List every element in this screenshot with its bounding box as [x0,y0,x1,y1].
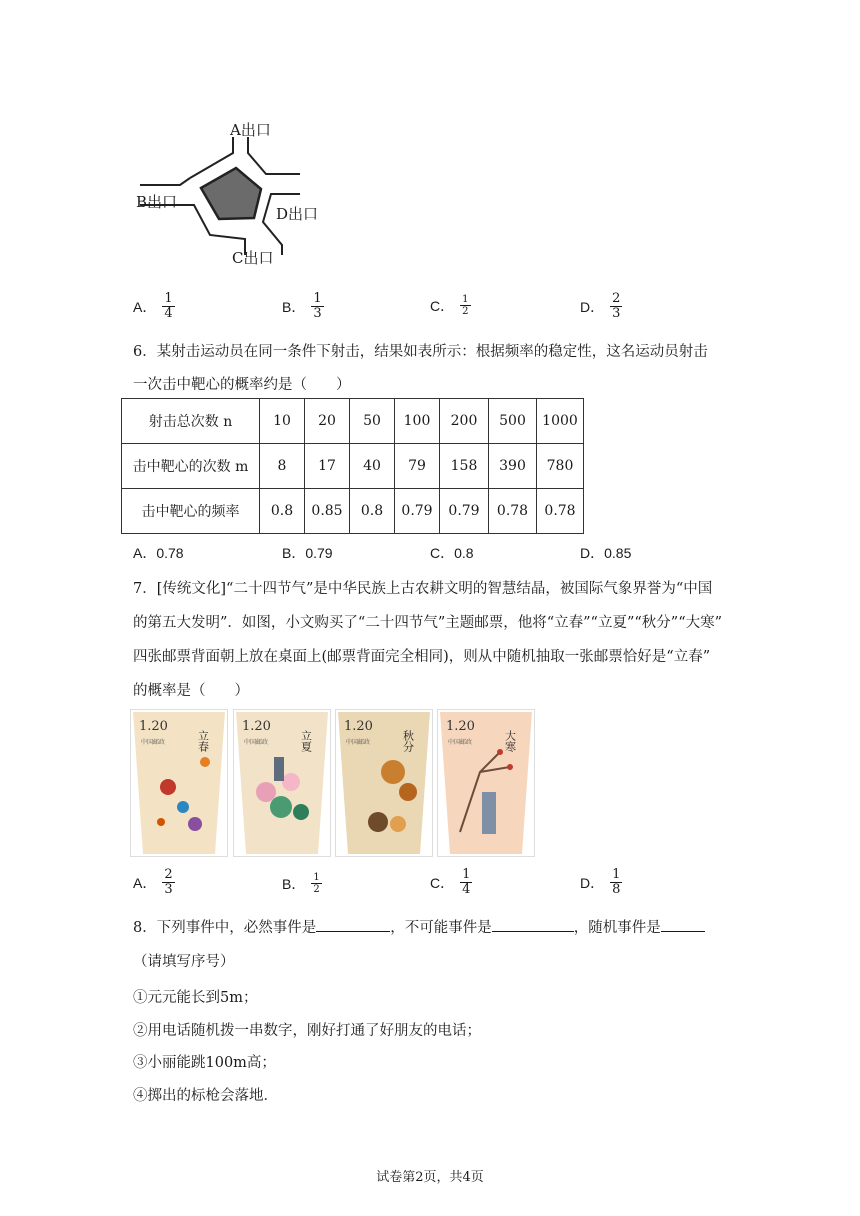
table-cell: 0.8 [260,489,305,534]
option-letter: D． [580,874,605,891]
q7-stem-line2: 的第五大发明”．如图，小文购买了“二十四节气”主题邮票，他将“立春”“立夏”“秋分”“大寒” [133,615,723,631]
stamp-name: 立春 [196,730,210,752]
option-letter: A． [133,874,157,891]
table-cell: 40 [350,444,395,489]
exit-d-label: D出口 [276,205,319,223]
q6-stem-line2: 一次击中靶心的概率约是（ ） [133,377,351,393]
q7-option-d[interactable] [580,868,622,897]
stamp-qiufen [338,712,430,854]
q7-option-a[interactable] [133,868,175,897]
q5-option-b[interactable] [282,292,324,321]
q8-item-3: ③小丽能跳100m高； [133,1055,276,1071]
option-letter: D． [580,298,605,315]
stamp-name: 大寒 [503,730,517,752]
q8-text-part1: 8．下列事件中，必然事件是 [133,920,317,936]
denominator: 2 [462,306,469,317]
numerator: 1 [313,872,320,883]
numerator: 1 [164,291,173,306]
table-cell: 0.78 [537,489,584,534]
q8-stem-line1 [133,916,705,937]
q7-stem-line1: 7．[传统文化]“二十四节气”是中华民族上古农耕文明的智慧结晶，被国际气象界誉为“中国 [133,581,713,597]
roundabout-diagram [130,115,340,275]
q8-text-part3: ，随机事件是 [573,920,661,936]
stamp-value: 1.20 [446,719,475,734]
fraction [311,872,321,895]
option-letter: B． [282,298,306,315]
q7-option-b[interactable] [282,872,322,895]
fraction [610,868,622,897]
q7-option-c[interactable] [430,868,472,897]
table-cell: 0.78 [489,489,537,534]
q6-option-c[interactable] [430,543,474,563]
numerator: 1 [313,291,322,306]
q5-option-d[interactable] [580,292,622,321]
option-letter: C． [430,297,455,314]
table-row [122,444,584,489]
stamp-value: 1.20 [242,719,271,734]
table-cell: 17 [305,444,350,489]
numerator: 1 [462,867,471,882]
stamp-name: 立夏 [299,730,313,752]
impossible-event-blank[interactable] [492,917,574,932]
table-row [122,489,584,534]
denominator: 2 [313,884,320,895]
stamp-value: 1.20 [139,719,168,734]
table-cell: 20 [305,399,350,444]
q5-option-a[interactable] [133,292,175,321]
denominator: 4 [164,306,173,321]
stamp-name: 秋分 [401,730,415,752]
fraction [311,292,323,321]
q6-option-a[interactable] [133,543,184,563]
table-cell: 79 [395,444,440,489]
q7-stem-line4: 的概率是（ ） [133,683,249,699]
option-text: A．0.78 [133,545,184,561]
q8-item-4: ④掷出的标枪会落地． [133,1088,278,1104]
stamp-lichun [133,712,225,854]
numerator: 1 [462,294,469,305]
fraction [460,294,470,317]
fraction [460,868,472,897]
exit-c-label: C出口 [232,249,274,267]
table-cell: 200 [440,399,489,444]
table-row [122,399,584,444]
denominator: 3 [164,882,173,897]
table-cell: 500 [489,399,537,444]
q6-option-b[interactable] [282,543,333,563]
stamp-dahan [440,712,532,854]
option-letter: B． [282,875,306,892]
numerator: 1 [612,867,621,882]
table-cell: 0.79 [440,489,489,534]
row-header: 击中靶心的频率 [122,489,260,534]
option-text: B．0.79 [282,545,333,561]
q8-item-1: ①元元能长到5m； [133,990,258,1006]
q8-item-2: ②用电话随机拨一串数字，刚好打通了好朋友的电话； [133,1023,481,1039]
q6-option-d[interactable] [580,543,631,563]
table-cell: 1000 [537,399,584,444]
stamp-value: 1.20 [344,719,373,734]
row-header: 射击总次数 n [122,399,260,444]
denominator: 3 [313,306,322,321]
table-cell: 390 [489,444,537,489]
fraction [162,292,174,321]
certain-event-blank[interactable] [316,917,390,932]
table-cell: 50 [350,399,395,444]
q8-text-part2: ，不可能事件是 [390,920,492,936]
option-letter: C． [430,874,455,891]
random-event-blank[interactable] [661,917,705,932]
stamp-country: 中国邮政 [346,739,371,746]
table-cell: 8 [260,444,305,489]
fraction [610,292,622,321]
denominator: 8 [612,882,621,897]
q8-stem-line2: （请填写序号） [133,954,235,970]
numerator: 2 [164,867,173,882]
table-cell: 158 [440,444,489,489]
stamp-country: 中国邮政 [448,739,473,746]
q5-option-c[interactable] [430,294,471,317]
table-cell: 0.79 [395,489,440,534]
exit-a-label: A出口 [230,121,271,139]
stamp-country: 中国邮政 [141,739,166,746]
fraction [162,868,174,897]
central-island [201,168,261,219]
denominator: 3 [612,306,621,321]
page-footer: 试卷第2页，共4页 [376,1170,484,1185]
option-text: C．0.8 [430,545,474,561]
stamp-lixia [236,712,328,854]
table-cell: 0.8 [350,489,395,534]
row-header: 击中靶心的次数 m [122,444,260,489]
exit-b-label: B出口 [136,193,178,211]
denominator: 4 [462,882,471,897]
q6-stem-line1: 6．某射击运动员在同一条件下射击，结果如表所示：根据频率的稳定性，这名运动员射击 [133,344,708,360]
numerator: 2 [612,291,621,306]
q7-stem-line3: 四张邮票背面朝上放在桌面上(邮票背面完全相同)，则从中随机抽取一张邮票恰好是“立春” [133,649,711,665]
table-cell: 100 [395,399,440,444]
option-text: D．0.85 [580,545,632,561]
option-letter: A． [133,298,157,315]
frequency-table [121,398,584,534]
table-cell: 0.85 [305,489,350,534]
table-cell: 10 [260,399,305,444]
stamp-country: 中国邮政 [244,739,269,746]
table-cell: 780 [537,444,584,489]
